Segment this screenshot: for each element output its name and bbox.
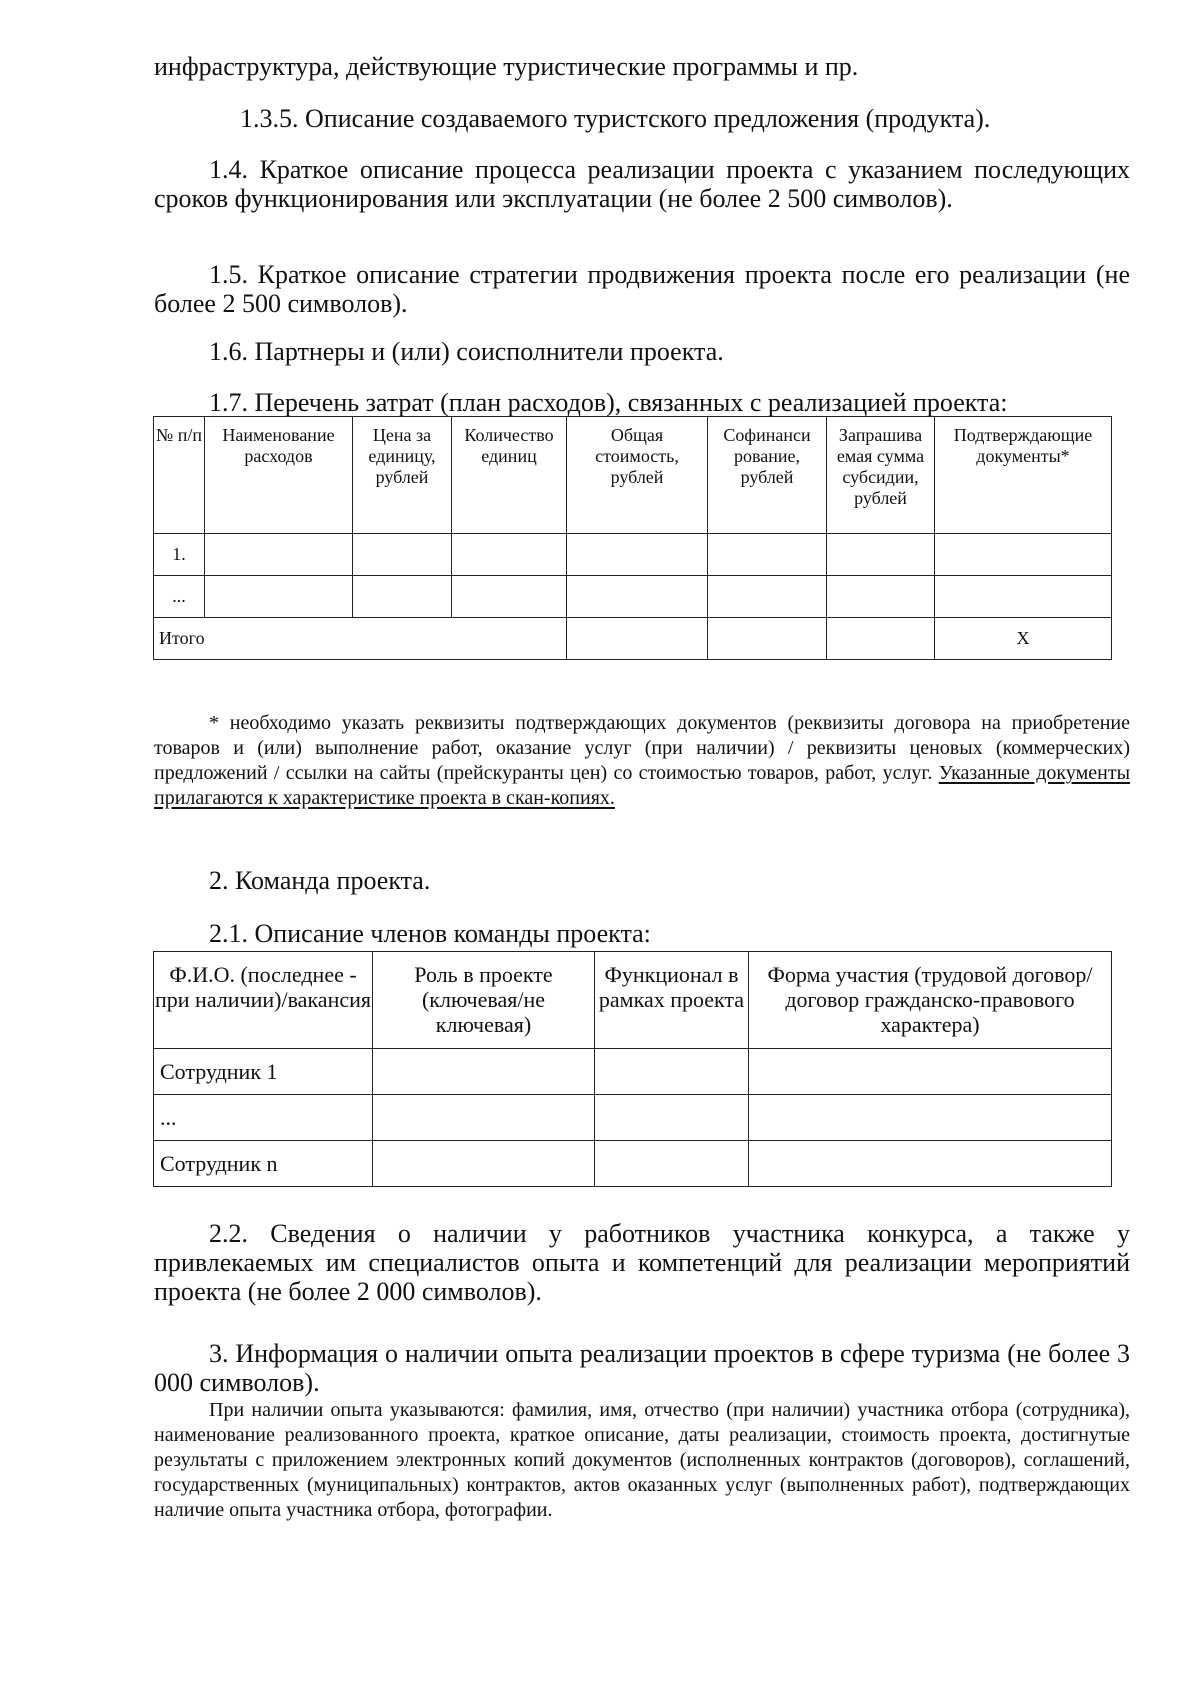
expenses-cell [567, 576, 708, 618]
team-table [153, 951, 1112, 1187]
expenses-header-subsidy: Запрашива емая сумма субсидии, рублей [827, 417, 935, 534]
team-header-role: Роль в проекте (ключевая/не ключевая) [373, 952, 595, 1049]
expenses-cell [452, 534, 567, 576]
expenses-cell [353, 576, 452, 618]
team-header-row [154, 952, 1112, 1049]
expenses-table [153, 416, 1112, 660]
expenses-header-total-cost: Общая стоимость, рублей [567, 417, 708, 534]
team-row [154, 1095, 1112, 1141]
expenses-cell [205, 534, 353, 576]
footnote-text: * необходимо указать реквизиты подтверждающих документов (реквизиты договора на приобретение товаров и (или) выполнение работ, оказание услуг (при наличии) / реквизиты ценовых (коммерческих) предложений / ссылки на сайты (прейскуранты цен) со стоимостью товаров, работ, услуг. [154, 712, 1130, 784]
item-3-note: При наличии опыта указываются: фамилия, имя, отчество (при наличии) участника отбора (сотрудника), наименование реализованного проекта, краткое описание, даты реализации, стоимость проекта, достигнутые результаты с приложением электронных копий документов (исполненных контрактов (договоров), соглашений, государственных (муниципальных) контрактов, актов оказанных услуг (выполненных работ), подтверждающих наличие опыта участника отбора, фотографии. [154, 1399, 1130, 1521]
item-1-5: 1.5. Краткое описание стратегии продвижения проекта после его реализации (не более 2 500 символов). [154, 260, 1130, 318]
expenses-row [154, 576, 1112, 618]
team-row-name: Сотрудник 1 [154, 1049, 373, 1095]
team-cell [595, 1141, 749, 1187]
expenses-total-label: Итого [154, 618, 567, 660]
team-cell [373, 1141, 595, 1187]
expenses-cell [567, 534, 708, 576]
team-cell [595, 1095, 749, 1141]
expenses-cell [708, 576, 827, 618]
expenses-cell [827, 618, 935, 660]
expenses-total-row [154, 618, 1112, 660]
expenses-header-quantity: Количество единиц [452, 417, 567, 534]
expenses-header-row [154, 417, 1112, 534]
footnote [154, 711, 1130, 811]
expenses-cell [827, 534, 935, 576]
team-cell [749, 1141, 1112, 1187]
team-header-function: Функционал в рамках проекта [595, 952, 749, 1049]
expenses-header-cofinancing: Софинанси рование, рублей [708, 417, 827, 534]
line-infrastructure: инфраструктура, действующие туристические программы и пр. [154, 52, 859, 81]
item-1-6: 1.6. Партнеры и (или) соисполнители проекта. [209, 337, 724, 366]
expenses-cell [452, 576, 567, 618]
expenses-cell [708, 618, 827, 660]
team-header-name: Ф.И.О. (последнее - при наличии)/вакансия [154, 952, 373, 1049]
expenses-cell [205, 576, 353, 618]
expenses-cell [353, 534, 452, 576]
team-cell [749, 1049, 1112, 1095]
team-cell [595, 1049, 749, 1095]
team-row [154, 1141, 1112, 1187]
team-header-participation: Форма участия (трудовой договор/договор гражданско-правового характера) [749, 952, 1112, 1049]
team-cell [373, 1095, 595, 1141]
item-2-2: 2.2. Сведения о наличии у работников участника конкурса, а также у привлекаемых им специалистов опыта и компетенций для реализации мероприятий проекта (не более 2 000 символов). [154, 1219, 1130, 1306]
team-cell [373, 1049, 595, 1095]
item-1-7: 1.7. Перечень затрат (план расходов), связанных с реализацией проекта: [209, 388, 1008, 417]
expenses-row [154, 534, 1112, 576]
team-row-name: ... [154, 1095, 373, 1141]
team-row-name: Сотрудник n [154, 1141, 373, 1187]
team-cell [749, 1095, 1112, 1141]
item-2: 2. Команда проекта. [209, 866, 431, 895]
expenses-header-documents: Подтверждающие документы* [935, 417, 1112, 534]
expenses-cell [827, 576, 935, 618]
expenses-cell [567, 618, 708, 660]
item-1-3-5: 1.3.5. Описание создаваемого туристского предложения (продукта). [240, 104, 991, 133]
expenses-cell [935, 576, 1112, 618]
expenses-header-name: Наименование расходов [205, 417, 353, 534]
item-2-1: 2.1. Описание членов команды проекта: [209, 919, 651, 948]
expenses-cell [708, 534, 827, 576]
team-row [154, 1049, 1112, 1095]
item-3: 3. Информация о наличии опыта реализации проектов в сфере туризма (не более 3 000 символов). [154, 1339, 1130, 1397]
expenses-cell [935, 534, 1112, 576]
expenses-header-num: № п/п [154, 417, 205, 534]
expenses-row-num: ... [154, 576, 205, 618]
expenses-row-num: 1. [154, 534, 205, 576]
footnote-underlined: Указанные документы прилагаются к характеристике проекта в скан-копиях. [154, 762, 1131, 809]
item-1-4: 1.4. Краткое описание процесса реализации проекта с указанием последующих сроков функционирования или эксплуатации (не более 2 500 символов). [154, 155, 1130, 213]
expenses-total-mark: Х [935, 618, 1112, 660]
expenses-header-unit-price: Цена за единицу, рублей [353, 417, 452, 534]
